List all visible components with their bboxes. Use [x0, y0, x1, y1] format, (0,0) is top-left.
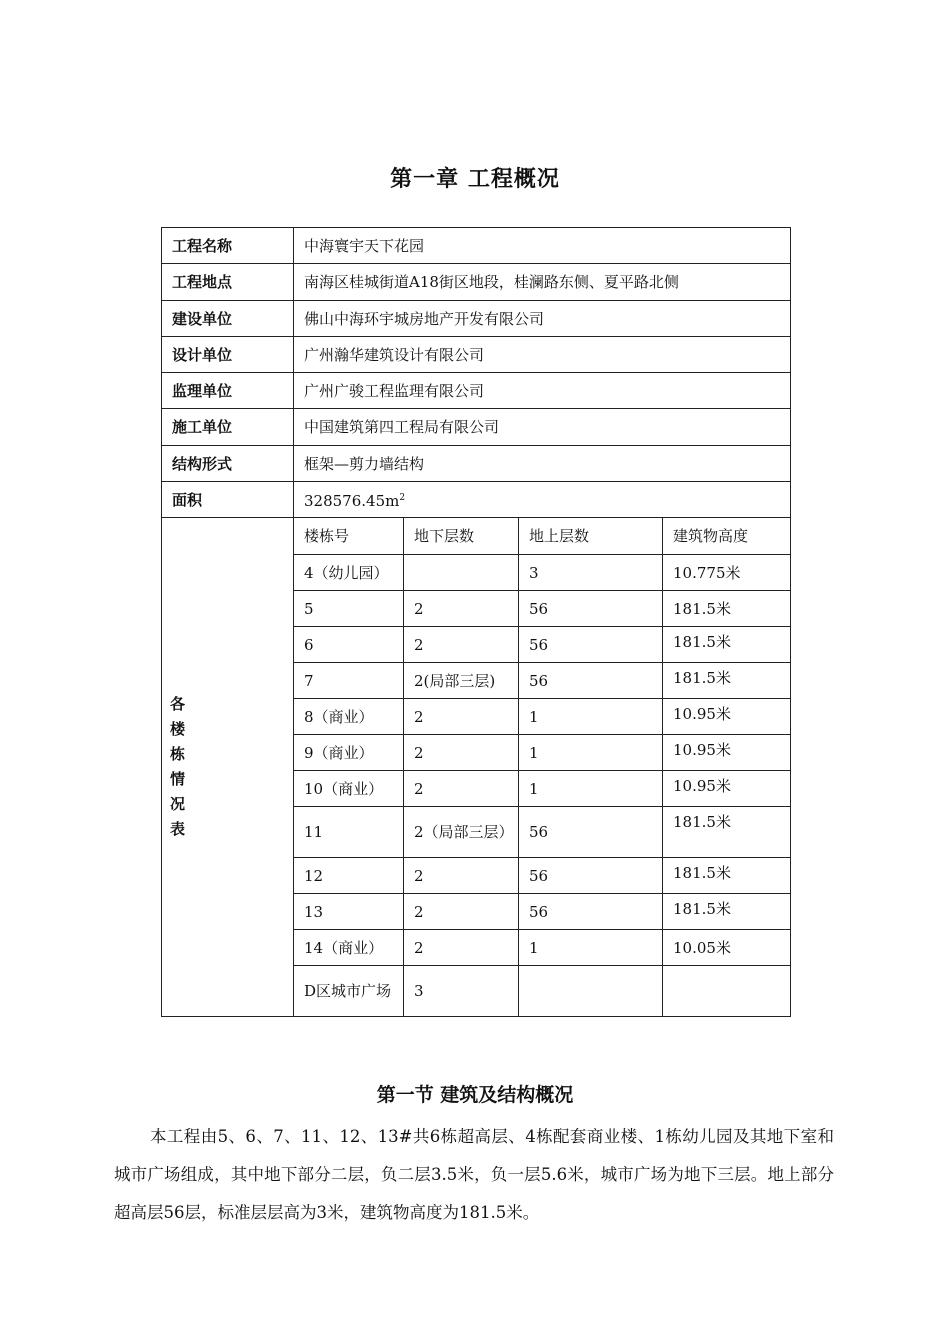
column-header: 地下层数: [404, 518, 519, 555]
above-ground-floors: 56: [519, 858, 663, 894]
building-height: 10.775米: [663, 555, 791, 591]
building-id: 8（商业）: [294, 699, 404, 735]
column-header: 楼栋号: [294, 518, 404, 555]
info-label: 面积: [162, 482, 294, 518]
above-ground-floors: 1: [519, 930, 663, 966]
building-height: 10.95米: [663, 699, 791, 735]
info-label: 结构形式: [162, 446, 294, 482]
area-number: 328576.45m: [304, 492, 400, 510]
area-unit-superscript: 2: [399, 493, 406, 503]
building-height: 10.05米: [663, 930, 791, 966]
info-row-contractor: [162, 409, 791, 446]
buildings-section-label: [162, 518, 294, 1017]
info-value: 佛山中海环宇城房地产开发有限公司: [294, 301, 791, 337]
building-id: D区城市广场: [294, 966, 404, 1017]
building-id: 13: [294, 894, 404, 930]
info-value: 框架—剪力墙结构: [294, 446, 791, 482]
basement-floors: 2: [404, 858, 519, 894]
above-ground-floors: 56: [519, 894, 663, 930]
info-value: 南海区桂城街道A18街区地段，桂澜路东侧、夏平路北侧: [294, 264, 791, 301]
building-id: 10（商业）: [294, 771, 404, 807]
section-title: 第一节 建筑及结构概况: [376, 1084, 574, 1106]
building-height: 181.5米: [663, 663, 791, 699]
building-height: [663, 966, 791, 1017]
info-value: 中国建筑第四工程局有限公司: [294, 409, 791, 446]
above-ground-floors: 56: [519, 807, 663, 858]
info-row-project-name: [162, 228, 791, 264]
building-id: 4（幼儿园）: [294, 555, 404, 591]
above-ground-floors: 56: [519, 627, 663, 663]
basement-floors: 2: [404, 627, 519, 663]
info-label: 监理单位: [162, 373, 294, 409]
info-row-supervisor: [162, 373, 791, 409]
chapter-title: 第一章 工程概况: [390, 167, 560, 192]
basement-floors: 2: [404, 771, 519, 807]
building-id: 11: [294, 807, 404, 858]
info-row-designer: [162, 337, 791, 373]
body-paragraph: 本工程由5、6、7、11、12、13#共6栋超高层、4栋配套商业楼、1栋幼儿园及其地下室和城市广场组成，其中地下部分二层，负二层3.5米，负一层5.6米，城市广场为地下三层。地上部分超高层56层，标准层层高为3米，建筑物高度为181.5米。: [114, 1127, 834, 1222]
basement-floors: [404, 555, 519, 591]
basement-floors: 2: [404, 591, 519, 627]
basement-floors: 2(局部三层): [404, 663, 519, 699]
building-id: 5: [294, 591, 404, 627]
info-row-area: [162, 482, 791, 518]
basement-floors: 2: [404, 930, 519, 966]
info-row-project-location: [162, 264, 791, 301]
info-label: 工程地点: [162, 264, 294, 301]
building-id: 9（商业）: [294, 735, 404, 771]
info-value: 广州瀚华建筑设计有限公司: [294, 337, 791, 373]
basement-floors: 2: [404, 735, 519, 771]
building-height: 181.5米: [663, 894, 791, 930]
column-header: 地上层数: [519, 518, 663, 555]
above-ground-floors: 3: [519, 555, 663, 591]
info-row-client: [162, 301, 791, 337]
building-height: 10.95米: [663, 771, 791, 807]
buildings-header-row: [162, 518, 791, 555]
basement-floors: 2（局部三层）: [404, 807, 519, 858]
column-header: 建筑物高度: [663, 518, 791, 555]
building-id: 12: [294, 858, 404, 894]
project-info-table: [161, 227, 791, 1017]
building-id: 7: [294, 663, 404, 699]
info-value: 中海寰宇天下花园: [294, 228, 791, 264]
info-row-structure: [162, 446, 791, 482]
basement-floors: 2: [404, 894, 519, 930]
building-id: 6: [294, 627, 404, 663]
basement-floors: 2: [404, 699, 519, 735]
above-ground-floors: 1: [519, 735, 663, 771]
info-label: 工程名称: [162, 228, 294, 264]
above-ground-floors: 1: [519, 699, 663, 735]
above-ground-floors: 1: [519, 771, 663, 807]
building-id: 14（商业）: [294, 930, 404, 966]
building-height: 181.5米: [663, 627, 791, 663]
info-value: 广州广骏工程监理有限公司: [294, 373, 791, 409]
buildings-label-text: 各楼栋情况表: [170, 695, 186, 838]
info-label: 设计单位: [162, 337, 294, 373]
building-height: 181.5米: [663, 858, 791, 894]
above-ground-floors: 56: [519, 663, 663, 699]
basement-floors: 3: [404, 966, 519, 1017]
building-height: 181.5米: [663, 807, 791, 858]
building-height: 10.95米: [663, 735, 791, 771]
area-value: [294, 482, 791, 518]
info-label: 建设单位: [162, 301, 294, 337]
building-height: 181.5米: [663, 591, 791, 627]
info-label: 施工单位: [162, 409, 294, 446]
above-ground-floors: 56: [519, 591, 663, 627]
above-ground-floors: [519, 966, 663, 1017]
